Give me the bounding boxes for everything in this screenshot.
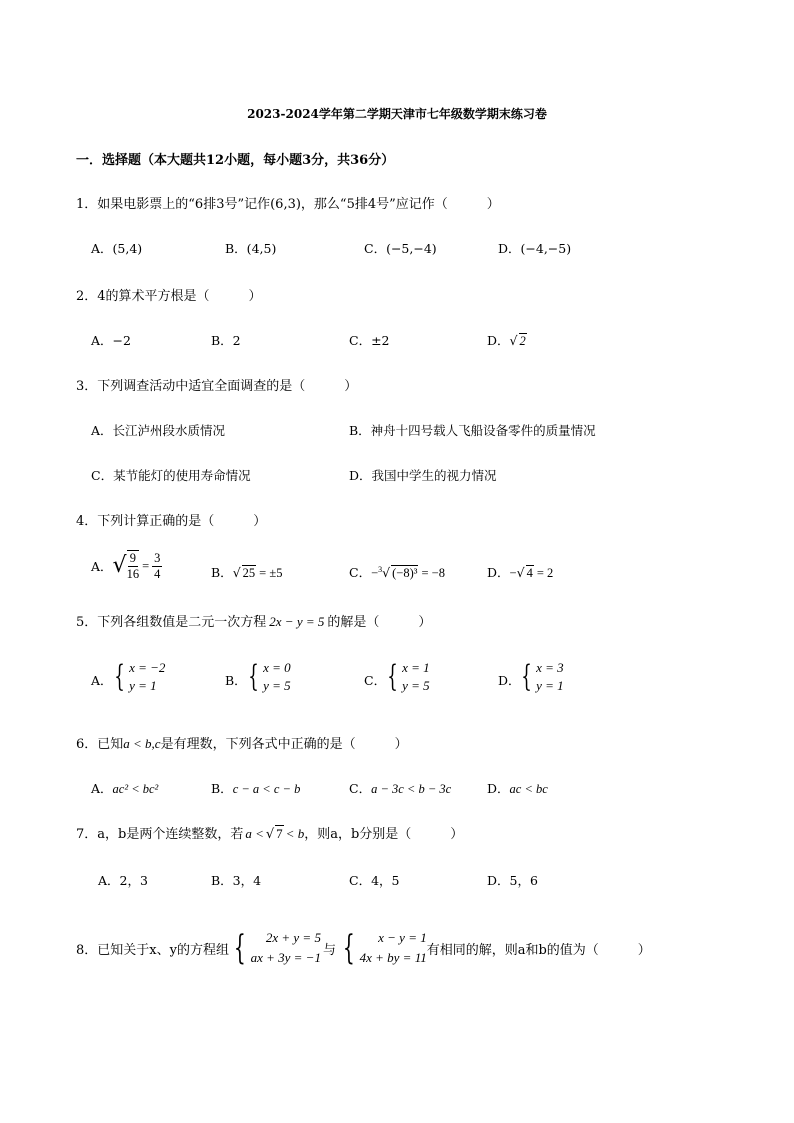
question-1-stem: 1．如果电影票上的“6排3号”记作(6,3)，那么“5排4号”应记作（ ）	[76, 197, 500, 212]
question-2-stem: 2．4的算术平方根是（ ）	[76, 289, 262, 304]
brace-symbol: {	[342, 928, 355, 968]
question-4-option-a	[91, 550, 162, 582]
stem-text: 有相同的解，则a和b的值为（ ）	[426, 942, 651, 958]
option-label: B．	[211, 565, 233, 580]
sqrt-symbol: √ 4	[516, 565, 533, 580]
radicand: (−8)³	[392, 566, 418, 580]
question-6-option-b	[211, 779, 300, 797]
stem-text: 5．下列各组数值是二元一次方程	[76, 615, 267, 630]
minus-sign: −	[371, 566, 379, 580]
question-5-stem	[76, 611, 431, 630]
section-heading: 一．选择题（本大题共12小题，每小题3分，共36分）	[76, 153, 395, 168]
question-5-option-c	[383, 659, 430, 695]
question-7-option-c: C．4，5	[349, 873, 400, 888]
question-8-stem	[76, 928, 651, 968]
brace-symbol: {	[114, 659, 125, 694]
sqrt-symbol: √ 7	[265, 826, 283, 842]
equals-sign: =	[142, 558, 150, 573]
question-5-option-a	[110, 659, 165, 695]
question-5-option-b-label: B．	[225, 673, 247, 688]
question-5-option-d-label: D．	[498, 673, 521, 688]
question-7-option-b: B．3，4	[211, 873, 262, 888]
system-line: x = 3	[536, 660, 564, 675]
fraction: $\frac{3}{4}$	[154, 550, 161, 581]
radicand: 2	[519, 334, 526, 348]
question-2-option-d	[487, 331, 527, 349]
question-3-option-b: B．神舟十四号载人飞船设备零件的质量情况	[349, 423, 596, 438]
system-line: x = 0	[263, 660, 291, 675]
system-line: x − y = 1	[378, 930, 427, 945]
system-line: y = 5	[263, 678, 291, 693]
math-expression: ac < bc	[509, 782, 548, 796]
question-1-option-d: D．(−4,−5)	[498, 241, 572, 256]
brace-symbol: {	[387, 659, 398, 694]
option-label: A．	[91, 559, 113, 574]
option-label: D．	[487, 333, 510, 348]
question-7-option-d: D．5，6	[487, 873, 538, 888]
equation-system-2	[338, 928, 427, 968]
question-4-option-d	[487, 563, 553, 581]
equation-system-1	[229, 928, 321, 968]
question-3-stem: 3．下列调查活动中适宜全面调查的是（ ）	[76, 379, 358, 394]
radicand: 25	[242, 566, 256, 580]
question-2-option-c: C．±2	[349, 333, 390, 348]
question-3-option-a: A．长江泸州段水质情况	[91, 423, 226, 438]
radicand: 7	[276, 826, 283, 841]
question-1-option-b: B．(4,5)	[225, 241, 277, 256]
question-5-option-d	[517, 659, 564, 695]
condition: a < b,c	[123, 736, 161, 751]
system-line: 2x + y = 5	[265, 930, 321, 945]
minus-sign: −	[509, 566, 517, 580]
equation: 2x − y = 5	[269, 614, 325, 629]
question-6-option-d	[487, 779, 548, 797]
question-3-option-d: D．我国中学生的视力情况	[349, 468, 497, 483]
system-line: y = 1	[129, 678, 157, 693]
question-4-option-c	[349, 563, 445, 581]
stem-text: 的解是（ ）	[327, 615, 432, 630]
stem-text: 是有理数，下列各式中正确的是（ ）	[160, 737, 408, 752]
stem-text: 8．已知关于x、y的方程组	[76, 942, 229, 958]
math-expression: ac² < bc²	[112, 782, 159, 796]
system-line: y = 5	[402, 678, 430, 693]
sqrt-symbol: √	[112, 553, 127, 578]
question-4-stem: 4．下列计算正确的是（ ）	[76, 514, 267, 529]
question-5-option-b	[244, 659, 291, 695]
option-label: D．	[487, 781, 510, 796]
math-expression: < b	[285, 826, 305, 841]
question-5-option-c-label: C．	[364, 673, 387, 688]
question-1-option-c: C．(−5,−4)	[364, 241, 437, 256]
math-expression: a − 3c < b − 3c	[371, 782, 452, 796]
question-1-option-a: A．(5,4)	[91, 241, 143, 256]
brace-symbol: {	[248, 659, 259, 694]
system-line: y = 1	[536, 678, 564, 693]
sqrt-symbol: √ (−8)³	[382, 565, 418, 580]
option-label: C．	[349, 565, 372, 580]
expression-rest: = ±5	[259, 566, 283, 580]
system-line: x = 1	[402, 660, 430, 675]
option-label: A．	[91, 781, 113, 796]
expression-rest: = 2	[536, 566, 554, 580]
question-2-option-b: B．2	[211, 333, 241, 348]
math-expression: a <	[245, 826, 264, 841]
question-6-option-c	[349, 779, 451, 797]
fraction: $\frac{9}{16}$	[126, 551, 140, 581]
option-label: B．	[211, 781, 233, 796]
sqrt-symbol: √ 25	[232, 565, 256, 580]
system-line: x = −2	[129, 660, 166, 675]
system-line: 4x + by = 11	[359, 950, 427, 965]
radicand: 4	[526, 566, 533, 580]
page-title: 2023-2024学年第二学期天津市七年级数学期末练习卷	[247, 107, 547, 121]
stem-text: ，则a，b分别是（ ）	[304, 827, 464, 842]
stem-text: 与	[322, 942, 336, 958]
option-label: C．	[349, 781, 372, 796]
brace-symbol: {	[521, 659, 532, 694]
question-7-option-a: A．2，3	[98, 873, 148, 888]
expression-rest: = −8	[421, 566, 445, 580]
system-line: ax + 3y = −1	[250, 950, 321, 965]
math-expression: c − a < c − b	[232, 782, 301, 796]
question-7-stem	[76, 823, 463, 842]
question-4-option-b	[211, 563, 282, 581]
option-label: D．	[487, 565, 510, 580]
question-6-stem	[76, 733, 408, 752]
question-6-option-a	[91, 779, 158, 797]
question-2-option-a: A．−2	[91, 333, 131, 348]
root-index: 3	[378, 564, 383, 574]
brace-symbol: {	[233, 928, 246, 968]
stem-text: 7．a，b是两个连续整数，若	[76, 827, 244, 842]
sqrt-symbol: √ 2	[509, 333, 526, 348]
stem-text: 6．已知	[76, 737, 124, 752]
question-3-option-c: C．某节能灯的使用寿命情况	[91, 468, 251, 483]
question-5-option-a-label: A．	[91, 673, 113, 688]
